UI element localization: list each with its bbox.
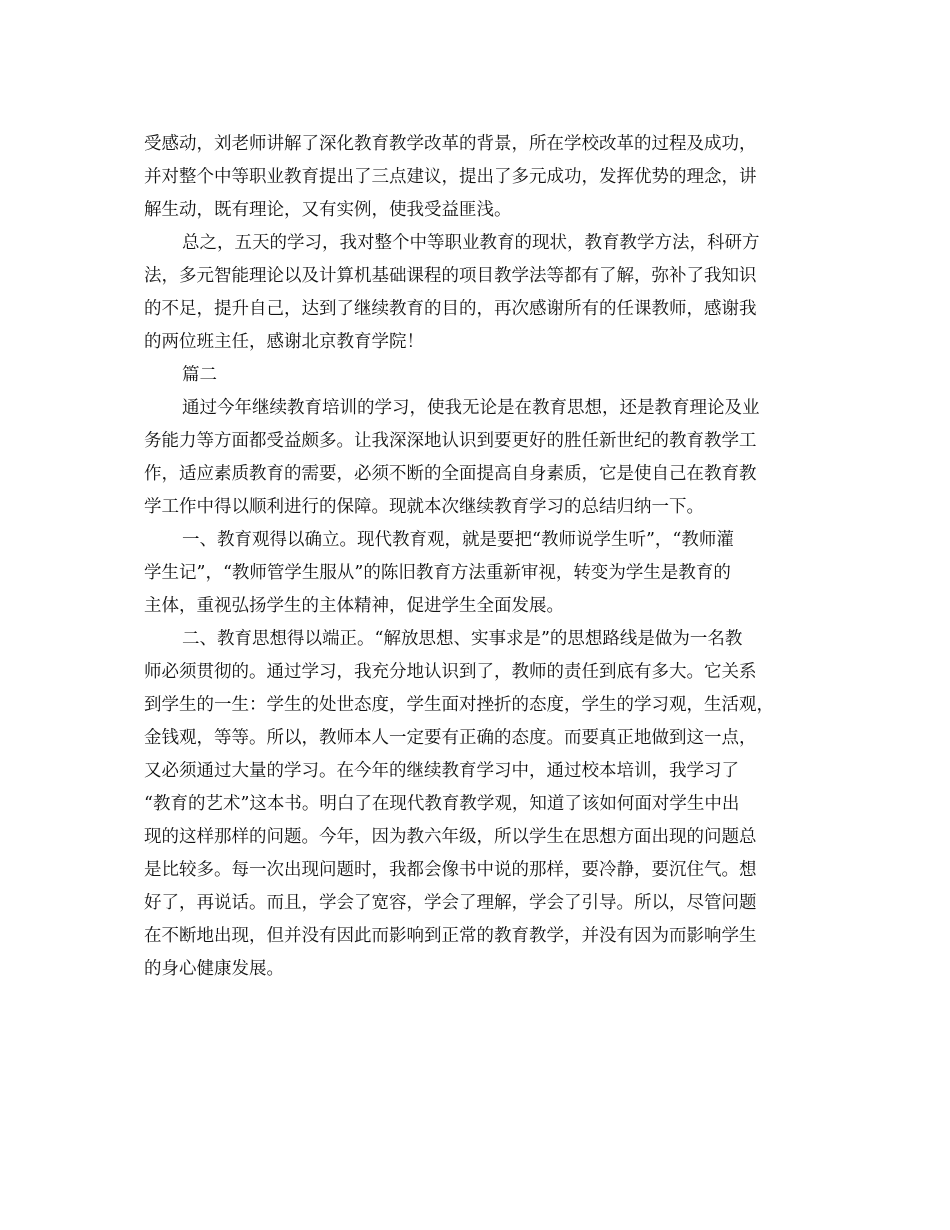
paragraph-2	[144, 227, 808, 359]
paragraph-3	[144, 392, 808, 524]
text-line: 受感动，刘老师讲解了深化教育教学改革的背景，所在学校改革的过程及成功，	[144, 134, 757, 154]
document-body	[144, 128, 808, 986]
paragraph-4	[144, 524, 808, 623]
text-line: 的身心健康发展。	[144, 959, 284, 979]
text-line: 的不足，提升自己，达到了继续教育的目的，再次感谢所有的任课教师，感谢我	[144, 299, 757, 319]
text-line: 一、教育观得以确立。现代教育观，就是要把“教师说学生听”，“教师灌	[182, 530, 734, 550]
text-line: 的两位班主任，感谢北京教育学院！	[144, 332, 424, 352]
text-line: 是比较多。每一次出现问题时，我都会像书中说的那样，要冷静，要沉住气。想	[144, 860, 757, 880]
text-line: 总之，五天的学习，我对整个中等职业教育的现状，教育教学方法，科研方	[182, 233, 760, 253]
text-line: 法，多元智能理论以及计算机基础课程的项目教学法等都有了解，弥补了我知识	[144, 266, 757, 286]
section-title: 篇二	[182, 365, 217, 385]
text-line: 在不断地出现，但并没有因此而影响到正常的教育教学，并没有因为而影响学生	[144, 926, 757, 946]
text-line: 作，适应素质教育的需要，必须不断的全面提高自身素质，它是使自己在教育教	[144, 464, 757, 484]
text-line: 学工作中得以顺利进行的保障。现就本次继续教育学习的总结归纳一下。	[144, 497, 704, 517]
text-line: 学生记”，“教师管学生服从”的陈旧教育方法重新审视，转变为学生是教育的	[144, 563, 731, 583]
text-line: 通过今年继续教育培训的学习，使我无论是在教育思想，还是教育理论及业	[182, 398, 760, 418]
text-line: 主体，重视弘扬学生的主体精神，促进学生全面发展。	[144, 596, 564, 616]
text-line: 解生动，既有理论，又有实例，使我受益匪浅。	[144, 200, 512, 220]
text-line: 并对整个中等职业教育提出了三点建议，提出了多元成功，发挥优势的理念，讲	[144, 167, 757, 187]
text-line: 金钱观，等等。所以，教师本人一定要有正确的态度。而要真正地做到这一点，	[144, 728, 757, 748]
text-line: 二、教育思想得以端正。“解放思想、实事求是”的思想路线是做为一名教	[182, 629, 743, 649]
text-line: 到学生的一生：学生的处世态度，学生面对挫折的态度，学生的学习观，生活观，	[144, 695, 774, 715]
text-line: 又必须通过大量的学习。在今年的继续教育学习中，通过校本培训，我学习了	[144, 761, 739, 781]
text-line: 务能力等方面都受益颇多。让我深深地认识到要更好的胜任新世纪的教育教学工	[144, 431, 757, 451]
paragraph-1	[144, 128, 808, 227]
section-heading	[144, 359, 808, 392]
text-line: 现的这样那样的问题。今年，因为教六年级，所以学生在思想方面出现的问题总	[144, 827, 757, 847]
text-line: 好了，再说话。而且，学会了宽容，学会了理解，学会了引导。所以，尽管问题	[144, 893, 757, 913]
text-line: 师必须贯彻的。通过学习，我充分地认识到了，教师的责任到底有多大。它关系	[144, 662, 757, 682]
text-line: “教育的艺术”这本书。明白了在现代教育教学观，知道了该如何面对学生中出	[144, 794, 740, 814]
paragraph-5	[144, 623, 808, 986]
